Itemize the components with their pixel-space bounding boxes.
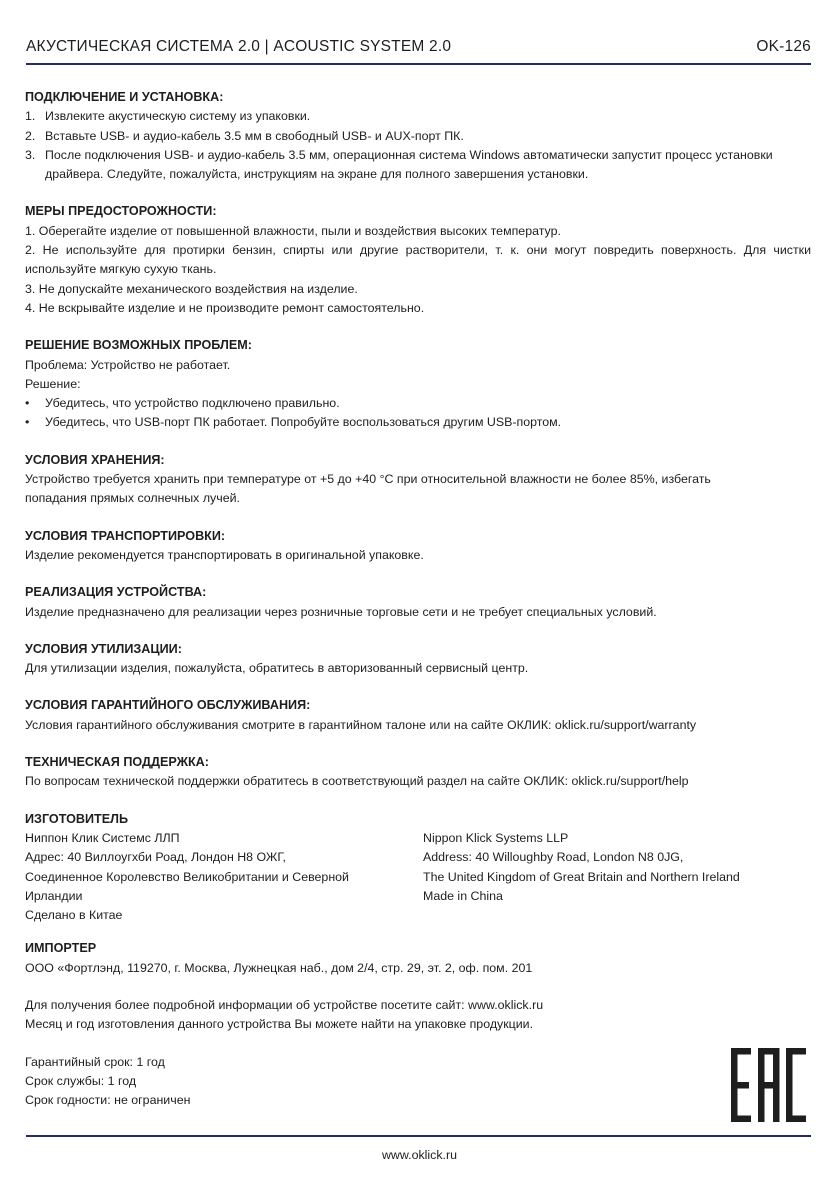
precautions-section <box>25 202 811 318</box>
sales-text: Изделие предназначено для реализации через розничные торговые сети и не требует специальных условий. <box>25 604 657 619</box>
list-item: • Убедитесь, что устройство подключено правильно. <box>25 394 811 413</box>
warranty-text: Условия гарантийного обслуживания смотрите в гарантийном талоне или на сайте ОКЛИК: oklick.ru/support/warranty <box>25 717 697 732</box>
importer-section <box>25 939 811 978</box>
list-item: 1. Извлеките акустическую систему из упаковки. <box>25 109 311 124</box>
list-item: 3. Не допускайте механического воздействия на изделие. <box>25 281 358 296</box>
sales-section <box>25 583 811 622</box>
list-item: 3. После подключения USB- и аудио-кабель 3.5 мм, операционная система Windows автоматически запустит процесс установки драйвера. Следуйте, пожалуйста, инструкциям на экране для полного завершения установки. <box>25 147 773 182</box>
list-item: 4. Не вскрывайте изделие и не производите ремонт самостоятельно. <box>25 300 425 315</box>
importer-text: ООО «Фортлэнд, 119270, г. Москва, Лужнецкая наб., дом 2/4, стр. 29, эт. 2, оф. пом. 201 <box>25 960 533 975</box>
storage-title: УСЛОВИЯ ХРАНЕНИЯ: <box>25 452 165 467</box>
troubleshooting-title: РЕШЕНИЕ ВОЗМОЖНЫХ ПРОБЛЕМ: <box>25 338 252 353</box>
list-item: 2. Не используйте для протирки бензин, спирты или другие растворители, т. к. они могут повредить поверхность. Для чистки используйте мягкую сухую ткань. <box>25 243 811 277</box>
precautions-title: МЕРЫ ПРЕДОСТОРОЖНОСТИ: <box>25 204 217 219</box>
support-text: По вопросам технической поддержки обратитесь в соответствующий раздел на сайте ОКЛИК: oklick.ru/support/help <box>25 774 689 789</box>
header-divider <box>26 63 811 65</box>
info-text-line-1: Для получения более подробной информации об устройстве посетите сайт: www.oklick.ru <box>25 997 544 1012</box>
support-title: ТЕХНИЧЕСКАЯ ПОДДЕРЖКА: <box>25 755 209 770</box>
transport-title: УСЛОВИЯ ТРАНСПОРТИРОВКИ: <box>25 528 226 543</box>
eac-mark-icon <box>731 1048 806 1122</box>
installation-section <box>25 88 811 184</box>
warranty-period: Гарантийный срок: 1 год <box>25 1054 165 1069</box>
terms-section <box>25 1053 811 1111</box>
list-item: • Убедитесь, что USB-порт ПК работает. Попробуйте воспользоваться другим USB-портом. <box>25 413 811 432</box>
document-title: АКУСТИЧЕСКАЯ СИСТЕМА 2.0 | ACOUSTIC SYSTEM 2.0 <box>26 38 452 55</box>
disposal-title: УСЛОВИЯ УТИЛИЗАЦИИ: <box>25 641 182 656</box>
troubleshooting-section <box>25 336 811 432</box>
storage-text-line-1: Устройство требуется хранить при температуре от +5 до +40 °С при относительной влажности не более 85%, избегать <box>25 472 711 487</box>
page-header <box>26 36 811 58</box>
manufacturer-ru: Ниппон Клик Системс ЛЛП Адрес: 40 Виллоугхби Роад, Лондон Н8 ОЖГ, Соединенное Королевство Великобритании и Северной Ирландии Сделано в Китае <box>25 830 349 923</box>
sales-title: РЕАЛИЗАЦИЯ УСТРОЙСТВА: <box>25 585 207 600</box>
list-item: 2. Вставьте USB- и аудио-кабель 3.5 мм в свободный USB- и AUX-порт ПК. <box>25 128 464 143</box>
installation-title: ПОДКЛЮЧЕНИЕ И УСТАНОВКА: <box>25 90 224 104</box>
importer-title: ИМПОРТЕР <box>25 941 97 956</box>
transport-section <box>25 527 811 566</box>
bullet-icon: • <box>25 415 30 430</box>
storage-section <box>25 451 811 509</box>
storage-text-line-2: попадания прямых солнечных лучей. <box>25 491 240 506</box>
model-number: OK-126 <box>756 38 811 55</box>
bullet-icon: • <box>25 396 30 411</box>
disposal-section <box>25 640 811 679</box>
footer-url[interactable]: www.oklick.ru <box>381 1148 458 1162</box>
solution-label: Решение: <box>25 376 81 391</box>
shelf-life: Срок годности: не ограничен <box>25 1093 191 1108</box>
disposal-text: Для утилизации изделия, пожалуйста, обратитесь в авторизованный сервисный центр. <box>25 661 529 676</box>
document-body <box>25 88 811 1128</box>
warranty-section <box>25 696 811 735</box>
transport-text: Изделие рекомендуется транспортировать в оригинальной упаковке. <box>25 547 424 562</box>
support-section <box>25 753 811 792</box>
problem-text: Проблема: Устройство не работает. <box>25 357 231 372</box>
info-section <box>25 996 811 1035</box>
warranty-title: УСЛОВИЯ ГАРАНТИЙНОГО ОБСЛУЖИВАНИЯ: <box>25 698 311 713</box>
manufacturer-title: ИЗГОТОВИТЕЛЬ <box>25 811 129 826</box>
manufacturer-section <box>25 810 811 926</box>
manufacturer-en: Nippon Klick Systems LLP Address: 40 Willoughby Road, London N8 0JG, The United Kingdom of Great Britain and Northern Ireland Made in China <box>423 830 740 903</box>
list-item: 1. Оберегайте изделие от повышенной влажности, пыли и воздействия высоких температур. <box>25 223 561 238</box>
footer-divider <box>26 1135 811 1137</box>
info-text-line-2: Месяц и год изготовления данного устройства Вы можете найти на упаковке продукции. <box>25 1017 534 1032</box>
service-life: Срок службы: 1 год <box>25 1073 137 1088</box>
